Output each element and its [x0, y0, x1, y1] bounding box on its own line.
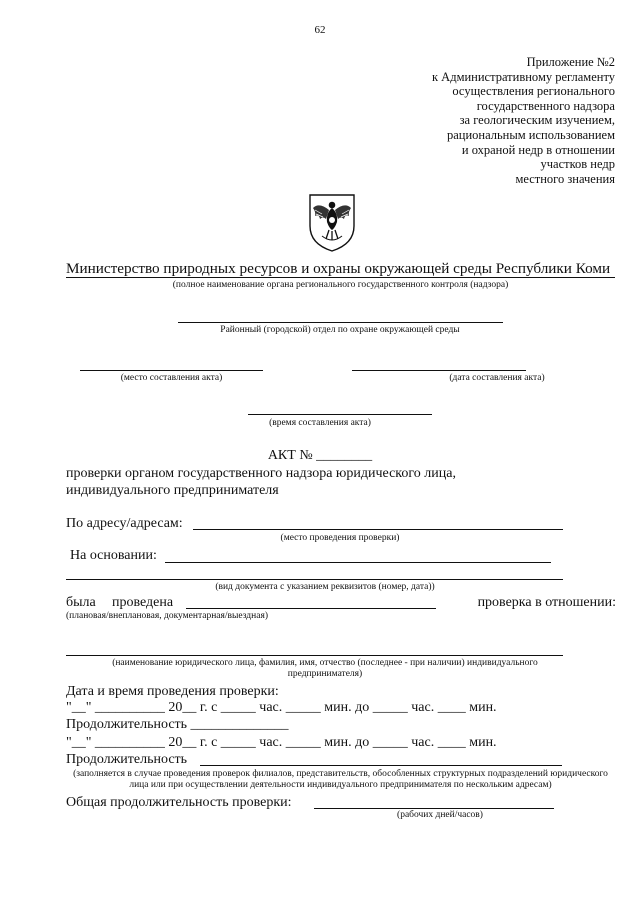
address-label: По адресу/адресам: — [66, 516, 183, 531]
time-caption: (время составления акта) — [269, 418, 371, 428]
address-field[interactable] — [193, 529, 563, 530]
act-subtitle-line1: проверки органом государственного надзора юридического лица, — [66, 466, 456, 481]
appendix-line: государственного надзора — [476, 98, 615, 113]
basis-field[interactable] — [165, 562, 551, 563]
appendix-line: к Административному регламенту — [431, 69, 615, 84]
total-duration-caption: (рабочих дней/часов) — [397, 810, 483, 820]
act-subtitle-line2: индивидуального предпринимателя — [66, 483, 279, 498]
entity-field[interactable] — [66, 655, 563, 656]
appendix-line: Приложение №2 — [526, 55, 615, 69]
total-duration-field[interactable] — [314, 808, 554, 809]
duration-label-2: Продолжительность — [66, 752, 188, 767]
address-caption: (место проведения проверки) — [280, 533, 400, 543]
appendix-line: и охраной недр в отношении — [461, 142, 615, 157]
place-caption: (место составления акта) — [120, 373, 223, 383]
appendix-heading — [340, 55, 615, 186]
branches-note: (заполняется в случае проведения проверок филиалов, представительств, обособленных структурных подразделений юридического лица или при осуществлении деятельности индивидуального предпринимателя по нескольким адресам) — [73, 769, 608, 790]
conducted-type-field[interactable] — [186, 608, 436, 609]
datetime-label: Дата и время проведения проверки: — [66, 684, 279, 699]
entity-caption: (наименование юридического лица, фамилия, имя, отчество (последнее - при наличии) индивидуального предпринимателя) — [112, 658, 538, 679]
conducted-caption: (плановая/внеплановая, документарная/выездная) — [66, 611, 268, 621]
date-caption: (дата составления акта) — [449, 373, 545, 383]
basis-caption: (вид документа с указанием реквизитов (номер, дата)) — [215, 582, 435, 592]
ministry-name: Министерство природных ресурсов и охраны окружающей среды Республики Коми — [66, 260, 611, 277]
page-number: 62 — [314, 24, 326, 36]
appendix-line: за геологическим изучением, — [459, 113, 615, 128]
appendix-line: местного значения — [515, 171, 615, 186]
ministry-caption: (полное наименование органа регионального государственного контроля (надзора) — [172, 280, 509, 290]
duration-field-2[interactable] — [200, 765, 562, 766]
basis-label: На основании: — [70, 548, 157, 563]
department-caption: Районный (городской) отдел по охране окружающей среды — [220, 325, 460, 335]
duration-label-1: Продолжительность ______________ — [66, 717, 289, 732]
total-duration-label: Общая продолжительность проверки: — [66, 795, 292, 810]
appendix-line: участков недр — [540, 157, 615, 172]
appendix-line: осуществления регионального — [452, 84, 615, 99]
datetime-row-2: "__" __________ 20__ г. с _____ час. _____ мин. до _____ час. ____ мин. — [66, 735, 497, 750]
conducted-tail: проверка в отношении: — [477, 595, 616, 610]
datetime-row-1: "__" __________ 20__ г. с _____ час. _____ мин. до _____ час. ____ мин. — [66, 700, 497, 715]
basis-field-line2[interactable] — [66, 579, 563, 580]
conducted-word-1: была — [66, 595, 96, 610]
appendix-line: рациональным использованием — [446, 127, 615, 142]
act-title: АКТ № ________ — [267, 448, 373, 463]
coat-of-arms-icon — [307, 192, 357, 254]
conducted-word-2: проведена — [112, 595, 174, 610]
